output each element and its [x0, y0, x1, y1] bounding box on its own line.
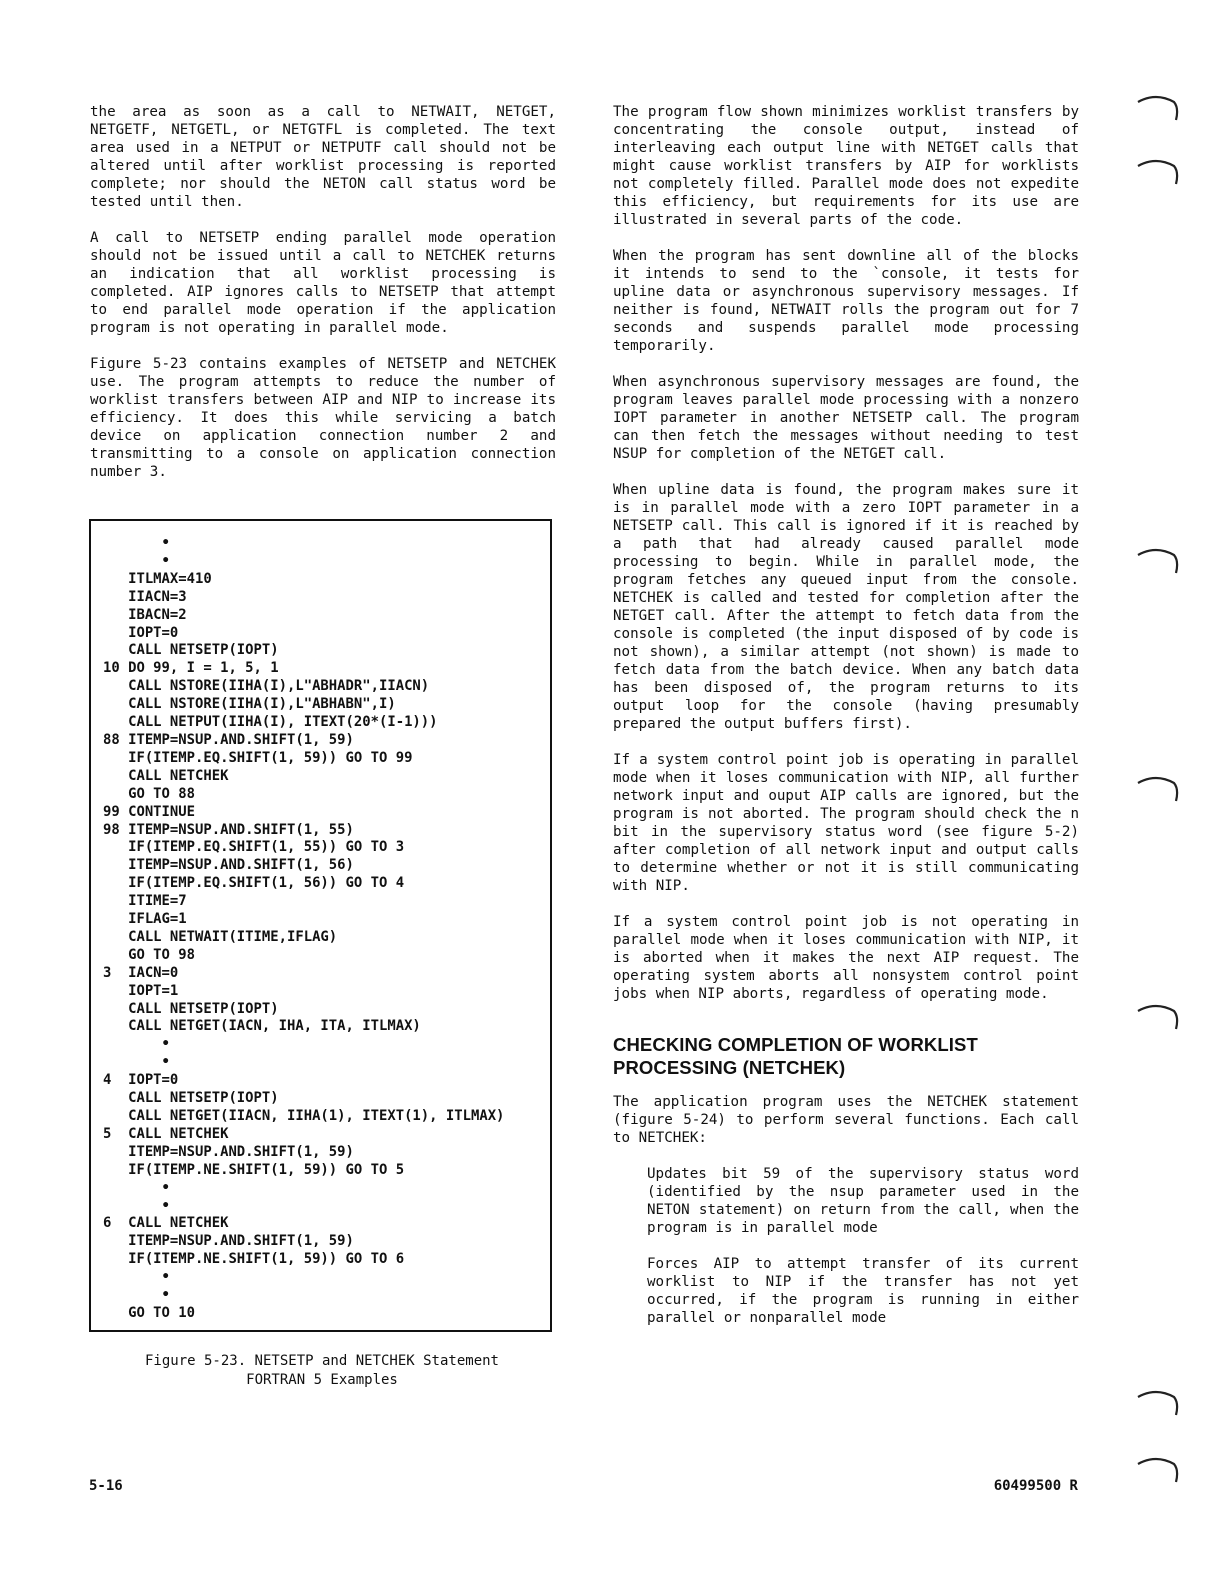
code-line: ITIME=7	[103, 893, 187, 910]
fortran-code-listing	[103, 535, 504, 1323]
code-line: 6 CALL NETCHEK	[103, 1215, 229, 1232]
code-line: CALL NETSETP(IOPT)	[103, 642, 279, 659]
code-line: IF(ITEMP.EQ.SHIFT(1, 56)) GO TO 4	[103, 875, 405, 892]
figure-caption-line-2: FORTRAN 5 Examples	[246, 1372, 398, 1388]
left-paragraph-1: the area as soon as a call to NETWAIT, NETGET, NETGETF, NETGETL, or NETGTFL is completed. The text area used in a NETPUT or NETPUTF call should not be altered until after worklist processing is reported complete; nor should the NETON call status word be tested until then.	[90, 104, 556, 210]
code-line: 3 IACN=0	[103, 964, 179, 981]
binder-hole-mark	[1136, 152, 1180, 188]
code-line: CALL NETGET(IACN, IHA, ITA, ITLMAX)	[103, 1018, 421, 1035]
code-line: CALL NSTORE(IIHA(I),L"ABHADR",IIACN)	[103, 678, 430, 695]
left-paragraph-3: Figure 5-23 contains examples of NETSETP and NETCHEK use. The program attempts to reduce the number of worklist transfers between AIP and NIP to increase its efficiency. It does this while servicing a batch device on application connection number 2 and transmitting to a console on application connection number 3.	[90, 356, 556, 480]
code-line: •	[103, 1269, 170, 1286]
code-line: ITEMP=NSUP.AND.SHIFT(1, 59)	[103, 1143, 354, 1160]
netchek-function-2: Forces AIP to attempt transfer of its current worklist to NIP if the transfer has not yet occurred, if the program is running in either parallel or nonparallel mode	[647, 1256, 1079, 1326]
code-line: ITEMP=NSUP.AND.SHIFT(1, 56)	[103, 857, 354, 874]
code-line: IF(ITEMP.NE.SHIFT(1, 59)) GO TO 5	[103, 1161, 405, 1178]
code-line: CALL NETCHEK	[103, 767, 229, 784]
netchek-intro: The application program uses the NETCHEK statement (figure 5-24) to perform several functions. Each call to NETCHEK:	[613, 1094, 1079, 1146]
figure-5-23-box	[89, 519, 552, 1332]
left-paragraph-2: A call to NETSETP ending parallel mode operation should not be issued until a call to NETCHEK returns an indication that all worklist processing is completed. AIP ignores calls to NETSETP that attempt to end parallel mode operation if the application program is not operating in parallel mode.	[90, 230, 556, 336]
code-line: GO TO 98	[103, 946, 195, 963]
code-line: CALL NSTORE(IIHA(I),L"ABHABN",I)	[103, 696, 396, 713]
code-line: •	[103, 1036, 170, 1053]
right-paragraph-5: If a system control point job is operating in parallel mode when it loses communication with NIP, all further network input and ouput AIP calls are ignored, but the program is not aborted. The program should check the n bit in the supervisory status word (see figure 5-2) after completion of all network input and output calls to determine whether or not it is still communicating with NIP.	[613, 752, 1079, 894]
right-paragraph-1: The program flow shown minimizes worklist transfers by concentrating the console output, instead of interleaving each output line with NETGET calls that might cause worklist transfers by AIP for worklists not completely filled. Parallel mode does not expedite this efficiency, but requirements for its use are illustrated in several parts of the code.	[613, 104, 1079, 228]
binder-hole-mark	[1136, 769, 1180, 805]
right-paragraph-3: When asynchronous supervisory messages are found, the program leaves parallel mode processing with a nonzero IOPT parameter in another NETSETP call. The program can then fetch the messages without needing to test NSUP for completion of the NETGET call.	[613, 374, 1079, 462]
document-number: 60499500 R	[993, 1478, 1078, 1494]
code-line: •	[103, 1054, 170, 1071]
code-line: IBACN=2	[103, 606, 187, 623]
netchek-function-1: Updates bit 59 of the supervisory status word (identified by the nsup parameter used in the NETON statement) on return from the call, when the program is in parallel mode	[647, 1166, 1079, 1236]
code-line: GO TO 10	[103, 1304, 195, 1321]
section-heading-line-1: CHECKING COMPLETION OF WORKLIST	[613, 1034, 978, 1055]
code-line: •	[103, 535, 170, 551]
code-line: ITLMAX=410	[103, 570, 212, 587]
section-heading	[613, 1033, 1079, 1079]
code-line: •	[103, 1179, 170, 1196]
code-line: 10 DO 99, I = 1, 5, 1	[103, 660, 279, 677]
code-line: IOPT=0	[103, 624, 179, 641]
code-line: IOPT=1	[103, 982, 179, 999]
right-paragraph-6: If a system control point job is not operating in parallel mode when it loses communication with NIP, it is aborted when it makes the next AIP request. The operating system aborts all nonsystem control point jobs when NIP aborts, regardless of operating mode.	[613, 914, 1079, 1002]
code-line: •	[103, 552, 170, 569]
code-line: 88 ITEMP=NSUP.AND.SHIFT(1, 59)	[103, 731, 354, 748]
right-paragraph-4: When upline data is found, the program makes sure it is in parallel mode with a zero IOPT parameter in a NETSETP call. This call is ignored if it is reached by a path that had already caused parallel mode processing to begin. While in parallel mode, the program fetches any queued input from the console. NETCHEK is called and tested for completion after the NETGET call. After the attempt to fetch data from the console is completed (the input disposed of by code is not shown), a similar attempt (not shown) is made to fetch data from the batch device. When any batch data has been disposed of, the program returns to its output loop for the console (having presumably prepared the output buffers first).	[613, 482, 1079, 732]
right-paragraph-2: When the program has sent downline all of the blocks it intends to send to the `console, it tests for upline data or asynchronous supervisory messages. If neither is found, NETWAIT rolls the program out for 7 seconds and suspends parallel mode processing temporarily.	[613, 248, 1079, 354]
code-line: CALL NETSETP(IOPT)	[103, 1000, 279, 1017]
code-line: IF(ITEMP.EQ.SHIFT(1, 55)) GO TO 3	[103, 839, 405, 856]
code-line: •	[103, 1197, 170, 1214]
figure-caption-line-1: Figure 5-23. NETSETP and NETCHEK Statement	[144, 1353, 499, 1369]
code-line: ITEMP=NSUP.AND.SHIFT(1, 59)	[103, 1233, 354, 1250]
code-line: IF(ITEMP.EQ.SHIFT(1, 59)) GO TO 99	[103, 749, 413, 766]
figure-caption	[89, 1352, 555, 1390]
code-line: 99 CONTINUE	[103, 803, 195, 820]
page-number: 5-16	[89, 1478, 123, 1494]
binder-hole-mark	[1136, 88, 1180, 124]
code-line: IF(ITEMP.NE.SHIFT(1, 59)) GO TO 6	[103, 1251, 405, 1268]
code-line: •	[103, 1287, 170, 1304]
binder-hole-mark	[1136, 1450, 1180, 1486]
left-column	[90, 103, 556, 499]
code-line: CALL NETWAIT(ITIME,IFLAG)	[103, 928, 338, 945]
code-line: GO TO 88	[103, 785, 195, 802]
right-column	[613, 103, 1079, 1345]
code-line: CALL NETSETP(IOPT)	[103, 1090, 279, 1107]
code-line: CALL NETGET(IIACN, IIHA(1), ITEXT(1), ITLMAX)	[103, 1108, 505, 1124]
binder-hole-mark	[1136, 997, 1180, 1033]
code-line: 4 IOPT=0	[103, 1072, 179, 1089]
binder-hole-mark	[1136, 1383, 1180, 1419]
binder-hole-mark	[1136, 541, 1180, 577]
code-line: IIACN=3	[103, 588, 187, 605]
code-line: CALL NETPUT(IIHA(I), ITEXT(20*(I-1)))	[103, 714, 438, 731]
code-line: IFLAG=1	[103, 911, 187, 928]
code-line: 98 ITEMP=NSUP.AND.SHIFT(1, 55)	[103, 821, 354, 838]
code-line: 5 CALL NETCHEK	[103, 1125, 229, 1142]
section-heading-line-2: PROCESSING (NETCHEK)	[613, 1057, 846, 1078]
